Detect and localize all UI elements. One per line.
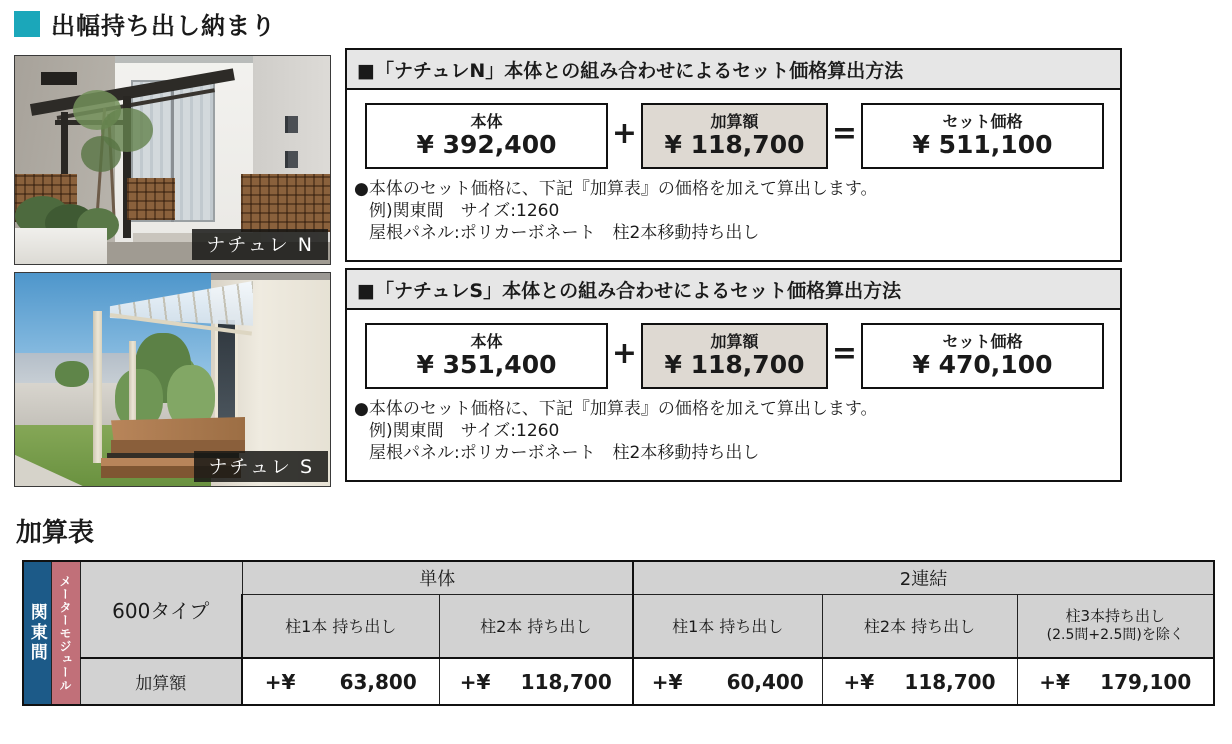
photo-caption-nature-n: ナチュレ N <box>192 229 328 260</box>
base-price-box <box>365 323 608 389</box>
shrub <box>55 361 89 387</box>
equals-sign: = <box>831 335 858 371</box>
equals-sign: = <box>831 115 858 151</box>
wood-lattice-fence <box>241 174 331 232</box>
addition-price-value: ¥ 118,700 <box>664 130 805 160</box>
terrace-post <box>93 311 102 463</box>
row-label-cell: 加算額 <box>80 658 242 705</box>
base-price-value: ¥ 351,400 <box>416 350 557 380</box>
house-roof-edge <box>211 273 331 280</box>
tree-foliage <box>81 136 121 172</box>
column-header <box>1017 594 1214 658</box>
column-header-line1: 柱3本持ち出し <box>1065 606 1166 625</box>
addition-price-box <box>641 103 828 169</box>
addition-price-box <box>641 323 828 389</box>
price-prefix: +¥ <box>843 669 875 694</box>
note-line: 屋根パネル:ポリカーボネート 柱2本移動持ち出し <box>369 443 760 463</box>
price-calculation-row <box>365 323 1104 389</box>
price-prefix: +¥ <box>1039 669 1070 694</box>
photo-nature-s <box>14 272 331 487</box>
type-header-cell: 600タイプ <box>80 561 242 658</box>
addition-price-label: 加算額 <box>710 112 759 132</box>
wood-deck-surface <box>111 417 245 441</box>
section-notes <box>354 398 1120 464</box>
price-amount: 60,400 <box>726 669 804 694</box>
column-header: 柱1本 持ち出し <box>242 594 439 658</box>
group-header-single: 単体 <box>242 561 633 594</box>
note-line: 屋根パネル:ポリカーボネート 柱2本移動持ち出し <box>369 223 760 243</box>
price-amount: 118,700 <box>520 669 612 694</box>
set-price-value: ¥ 470,100 <box>912 350 1053 380</box>
roofline <box>115 56 255 63</box>
page-heading <box>14 6 276 41</box>
note-line: 例)関東間 サイズ:1260 <box>369 201 560 221</box>
base-price-label: 本体 <box>470 332 503 352</box>
set-price-label: セット価格 <box>942 332 1023 352</box>
price-cell <box>439 658 633 705</box>
column-header-line2: (2.5間+2.5間)を除く <box>1046 627 1184 644</box>
column-header: 柱1本 持ち出し <box>633 594 822 658</box>
note-line: ●本体のセット価格に、下記『加算表』の価格を加えて算出します。 <box>354 399 878 419</box>
price-cell <box>633 658 822 705</box>
set-price-box <box>861 323 1104 389</box>
small-window <box>285 151 298 168</box>
price-prefix: +¥ <box>459 669 491 694</box>
price-calculation-row <box>365 103 1104 169</box>
price-amount: 63,800 <box>339 669 417 694</box>
column-header: 柱2本 持ち出し <box>439 594 633 658</box>
price-cell <box>1017 658 1214 705</box>
column-header: 柱2本 持ち出し <box>822 594 1017 658</box>
module-strip-meter <box>51 561 80 705</box>
base-price-label: 本体 <box>470 112 503 132</box>
white-planter <box>15 228 107 265</box>
set-price-value: ¥ 511,100 <box>912 130 1053 160</box>
plus-sign: + <box>611 115 638 151</box>
group-header-double: 2連結 <box>633 561 1214 594</box>
price-amount: 118,700 <box>904 669 996 694</box>
addition-price-value: ¥ 118,700 <box>664 350 805 380</box>
page-title: 出幅持ち出し納まり <box>51 12 276 40</box>
price-prefix: +¥ <box>264 669 296 694</box>
note-line: ●本体のセット価格に、下記『加算表』の価格を加えて算出します。 <box>354 179 878 199</box>
base-price-box <box>365 103 608 169</box>
set-price-label: セット価格 <box>942 112 1023 132</box>
small-window <box>285 116 298 133</box>
plus-sign: + <box>611 335 638 371</box>
section-notes <box>354 178 1120 244</box>
price-amount: 179,100 <box>1100 669 1192 694</box>
addition-table-title: 加算表 <box>16 518 95 548</box>
set-price-box <box>861 103 1104 169</box>
accent-square-icon <box>14 11 40 37</box>
photo-nature-n <box>14 55 331 265</box>
addition-table <box>22 560 1215 706</box>
module-strip-meter-label: メーターモジュール <box>58 574 72 692</box>
wall-planter-box <box>41 72 77 85</box>
price-prefix: +¥ <box>651 669 683 694</box>
pricing-section-nature-s <box>345 268 1122 482</box>
note-line: 例)関東間 サイズ:1260 <box>369 421 560 441</box>
pricing-section-nature-n <box>345 48 1122 262</box>
wood-bench <box>127 178 175 220</box>
module-strip-kanto <box>23 561 51 705</box>
price-cell <box>822 658 1017 705</box>
section-header: ■「ナチュレN」本体との組み合わせによるセット価格算出方法 <box>347 50 1120 90</box>
photo-caption-nature-s: ナチュレ S <box>194 451 328 482</box>
base-price-value: ¥ 392,400 <box>416 130 557 160</box>
module-strip-kanto-label: 関東間 <box>26 603 47 663</box>
price-cell <box>242 658 439 705</box>
section-header: ■「ナチュレS」本体との組み合わせによるセット価格算出方法 <box>347 270 1120 310</box>
addition-price-label: 加算額 <box>710 332 759 352</box>
